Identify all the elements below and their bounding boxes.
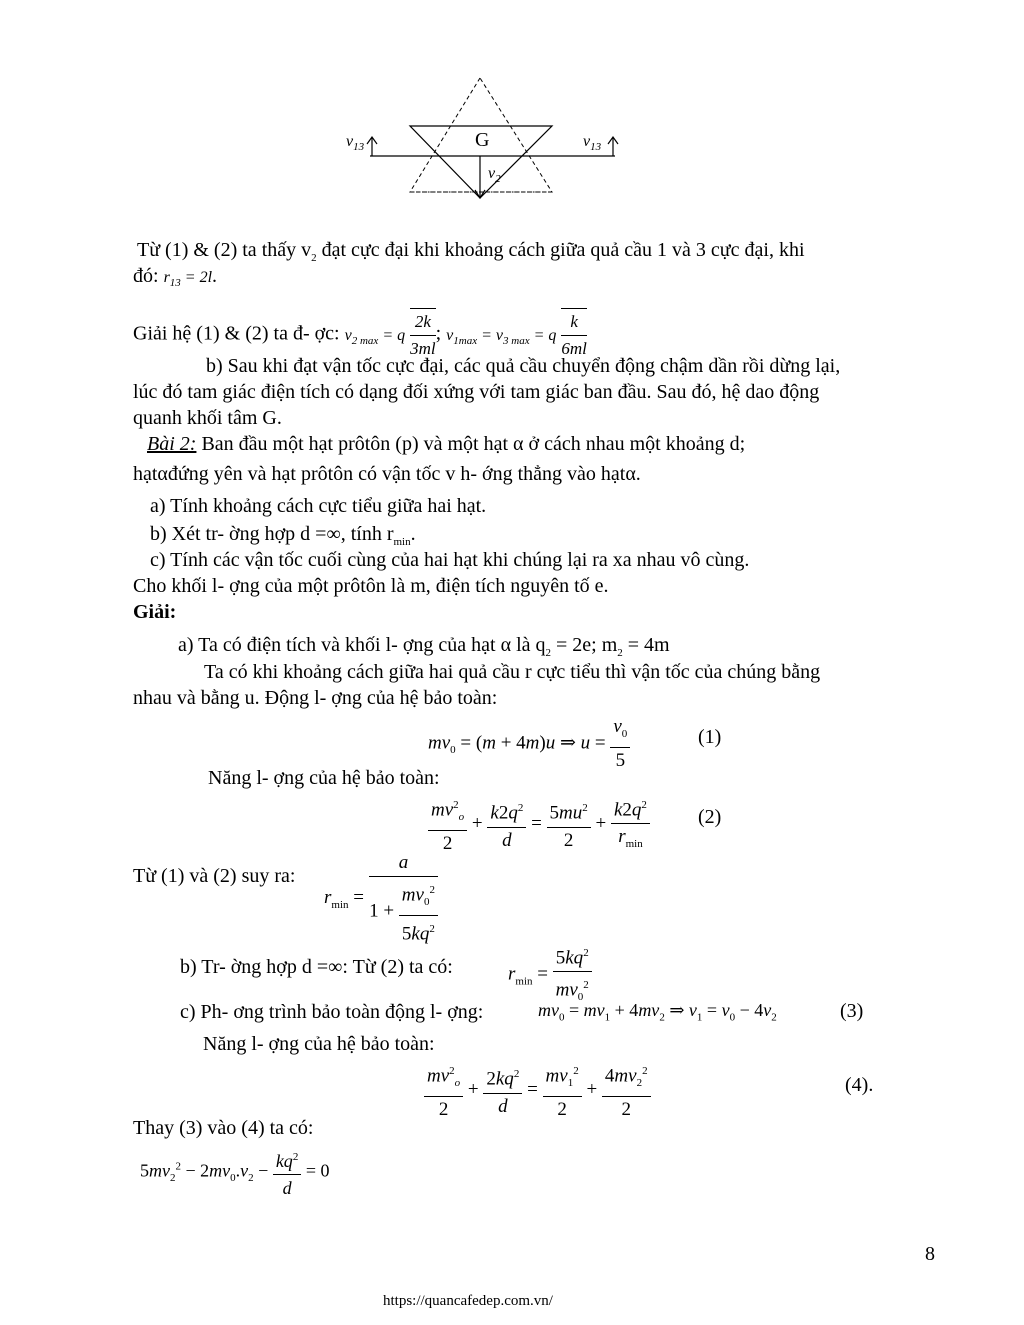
giai-a2: Ta có khi khoảng cách giữa hai quả cầu r cực tiểu thì vận tốc của chúng bằng bbox=[204, 661, 821, 683]
bai2-a: a) Tính khoảng cách cực tiểu giữa hai hạt. bbox=[150, 495, 487, 517]
label-g: G bbox=[475, 129, 490, 151]
energy2-line: Năng l- ợng của hệ bảo toàn: bbox=[203, 1033, 435, 1055]
eq-final: $5mv_2^2 - 2mv_0.v_2$ − $\frac{kq^2}{d}$ = 0 bbox=[140, 1144, 329, 1201]
bai2-b: b) Xét tr- ờng hợp d =∞, tính $r_{min}$. bbox=[150, 523, 416, 548]
page-number: 8 bbox=[925, 1243, 935, 1265]
b-case: b) Tr- ờng hợp d =∞: Từ (2) ta có: bbox=[180, 956, 453, 978]
label-v13-right: $v_{13}$ bbox=[583, 133, 602, 154]
p1-line1: Từ (1) & (2) ta thấy $v_2$ đạt cực đại khi khoảng cách giữa quả cầu 1 và 3 cực đại, khi bbox=[137, 239, 805, 264]
bai2-line2: hạtαđứng yên và hạt prôtôn có vận tốc v h- ớng thẳng vào hạtα. bbox=[133, 463, 641, 485]
eq-rmin-b: $r_{min}$ = $\frac{5kq^2}{mv_0^2}$ bbox=[508, 940, 592, 1010]
p2-line2: lúc đó tam giác điện tích có dạng đối xứng với tam giác ban đầu. Sau đó, hệ dao động bbox=[133, 381, 820, 403]
giai-title: Giải: bbox=[133, 601, 177, 623]
footer-url[interactable]: https://quancafedep.com.vn/ bbox=[383, 1293, 553, 1309]
deduce-line: Từ (1) và (2) suy ra: bbox=[133, 865, 296, 887]
eq1-number: (1) bbox=[698, 726, 722, 748]
energy-line: Năng l- ợng của hệ bảo toàn: bbox=[208, 767, 440, 789]
bai2-title: Bài 2: bbox=[147, 433, 197, 455]
label-v13-left: $v_{13}$ bbox=[346, 133, 365, 154]
eq-rmin: $r_{min}$ = a 1 + $\frac{mv_0^2}{5kq^2}$ bbox=[324, 850, 438, 947]
eq4: $\frac{mv^2_o}{2}$ + $\frac{2kq^2}{d}$ = $\frac{mv_1^2}{2}$ + $\frac{4mv_2^2}{2}$ bbox=[424, 1058, 651, 1123]
giai-a1: a) Ta có điện tích và khối l- ợng của hạt α là $q_2 = 2e$; $m_2 = 4m$ bbox=[178, 634, 670, 659]
p1-line3: Giải hệ (1) & (2) ta đ- ợc: $v_{2 max} = q$ $\frac{2k}{3ml}$ ; $v_{1max} = v_{3 max} = q$ $\frac{k}{6ml}$ bbox=[133, 308, 587, 362]
bai2-line1: Bài 2: Ban đầu một hạt prôtôn (p) và một hạt α ở cách nhau một khoảng d; bbox=[147, 433, 746, 455]
eq2: $\frac{mv^2_o}{2}$ + $\frac{k2q^2}{d}$ = $\frac{5mu^2}{2}$ + $\frac{k2q^2}{r_{min}}$ bbox=[428, 792, 650, 857]
eq3: $mv_0 = mv_1 + 4mv_2$ ⇒ $v_1 = v_0 - 4v_2$ bbox=[538, 1000, 777, 1024]
subst-line: Thay (3) vào (4) ta có: bbox=[133, 1117, 314, 1139]
bai2-given: Cho khối l- ợng của một prôtôn là m, điện tích nguyên tố e. bbox=[133, 575, 609, 597]
label-v2: $v_2$ bbox=[488, 165, 501, 186]
p2-line1: b) Sau khi đạt vận tốc cực đại, các quả cầu chuyển động chậm dần rồi dừng lại, bbox=[206, 355, 841, 377]
eq2-number: (2) bbox=[698, 806, 722, 828]
eq3-number: (3) bbox=[840, 1000, 864, 1022]
bai2-c: c) Tính các vận tốc cuối cùng của hai hạt khi chúng lại ra xa nhau vô cùng. bbox=[150, 549, 750, 571]
eq1: $mv_0 = (m + 4m)u$ ⇒ u = $\frac{v_0}{5}$ bbox=[428, 714, 630, 774]
c-mom: c) Ph- ơng trình bảo toàn động l- ợng: bbox=[180, 1001, 484, 1023]
p1-line2: đó: $r_{13} = 2l$. bbox=[133, 265, 218, 290]
eq4-number: (4). bbox=[845, 1074, 874, 1096]
p2-line3: quanh khối tâm G. bbox=[133, 407, 282, 429]
giai-a3: nhau và bằng u. Động l- ợng của hệ bảo toàn: bbox=[133, 687, 498, 709]
